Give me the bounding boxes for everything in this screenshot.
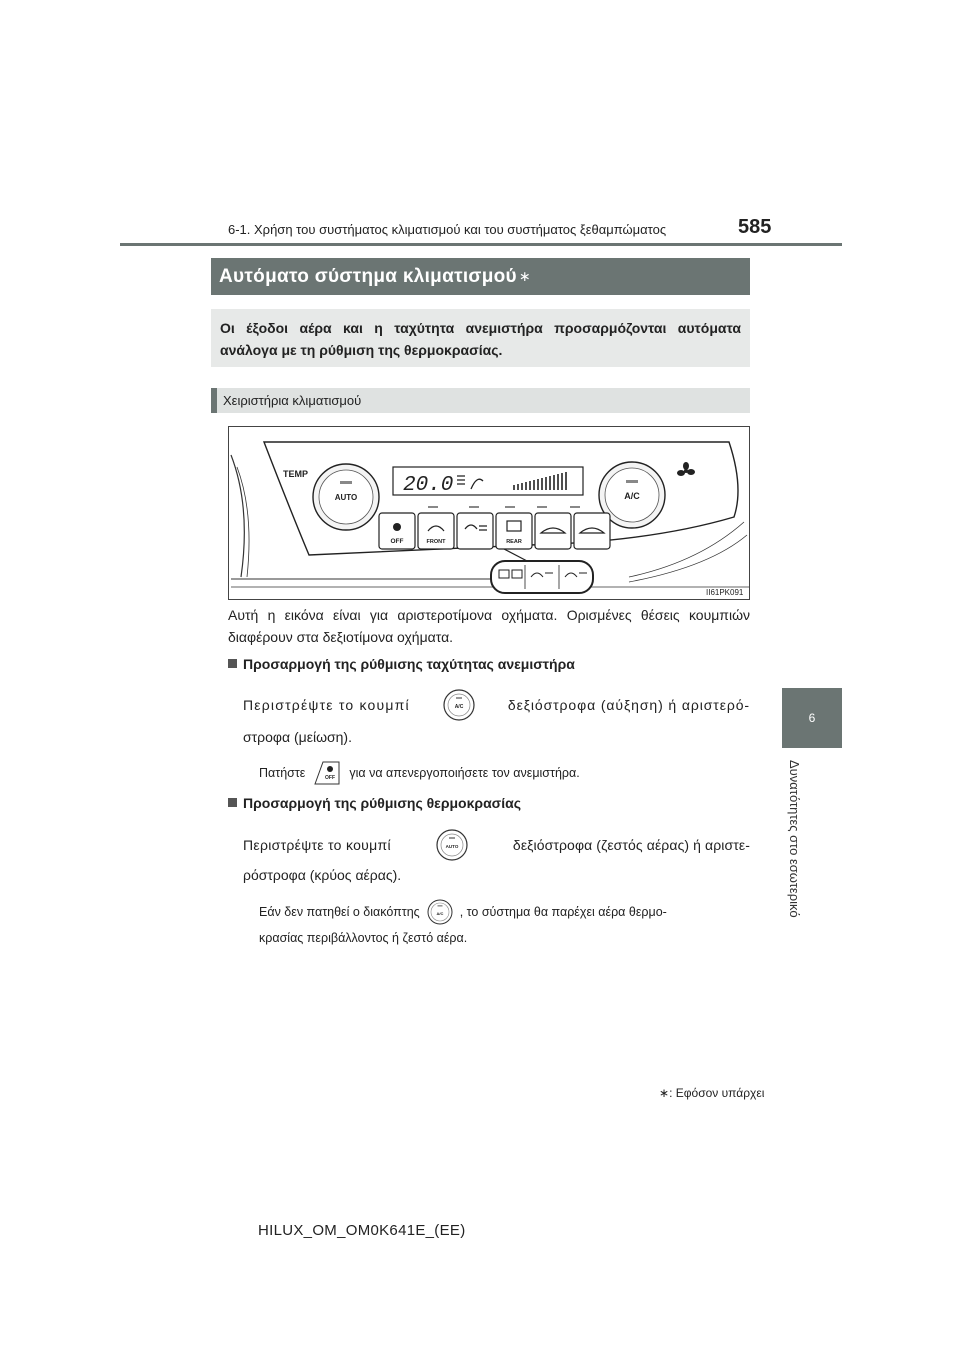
auto-knob-icon bbox=[435, 828, 469, 862]
chapter-title: 6-1. Χρήση του συστήματος κλιματισμού και του συστήματος ξεθαμπώματος bbox=[228, 222, 667, 237]
recirculate-button[interactable] bbox=[574, 513, 610, 549]
fan-note-before: Πατήστε bbox=[259, 766, 306, 780]
fan-text-after: δεξιόστροφα (αύξηση) ή αριστερό- bbox=[507, 697, 750, 713]
fan-off-note bbox=[259, 760, 580, 786]
defog-mode-button[interactable] bbox=[457, 513, 493, 549]
ac-knob-icon bbox=[442, 688, 476, 722]
auto-label: AUTO bbox=[334, 493, 358, 502]
bullet-square-icon bbox=[228, 798, 237, 807]
display-temperature: 20.0 bbox=[403, 474, 454, 497]
footnote-mark: ∗ bbox=[659, 1086, 670, 1100]
ac-label: A/C bbox=[624, 491, 640, 501]
temperature-note bbox=[259, 898, 667, 926]
footnote-text: : Εφόσον υπάρχει bbox=[669, 1086, 765, 1100]
temp-text-before: Περιστρέψτε το κουμπί bbox=[243, 837, 391, 853]
header-rule bbox=[120, 243, 842, 246]
temp-text-after: δεξιόστροφα (ζεστός αέρας) ή αριστε- bbox=[512, 837, 750, 853]
fan-note-after: για να απενεργοποιήσετε τον ανεμιστήρα. bbox=[349, 766, 580, 780]
document-code: HILUX_OM_OM0K641E_(EE) bbox=[258, 1222, 466, 1239]
chapter-tab: 6 bbox=[782, 688, 842, 748]
climate-control-figure bbox=[228, 426, 750, 600]
temp-label: TEMP bbox=[283, 469, 309, 479]
auto-knob-icon-label: AUTO bbox=[445, 844, 459, 849]
front-defog-label: FRONT bbox=[426, 539, 446, 545]
temperature-instruction-2: ρόστροφα (κρύος αέρας). bbox=[243, 867, 402, 883]
temperature-instruction bbox=[243, 828, 750, 862]
fan-speed-heading bbox=[228, 656, 575, 672]
auto-knob[interactable] bbox=[313, 464, 379, 530]
ac-knob-icon-label: A/C bbox=[454, 704, 464, 710]
chapter-side-label-text: Δυνατότητες στο εσωτερικό bbox=[787, 760, 802, 918]
section-heading: Χειριστήρια κλιματισμού bbox=[211, 388, 750, 413]
title-mark: ∗ bbox=[518, 268, 531, 284]
chapter-side-label bbox=[776, 760, 806, 935]
temp-note-after: , το σύστημα θα παρέχει αέρα θερμο- bbox=[459, 905, 667, 919]
temperature-note-2: κρασίας περιβάλλοντος ή ζεστό αέρα. bbox=[259, 931, 468, 945]
bullet-square-icon bbox=[228, 659, 237, 668]
ac-knob-small-icon bbox=[426, 898, 454, 926]
footnote bbox=[659, 1086, 764, 1100]
rear-defog-label: REAR bbox=[506, 539, 522, 545]
outside-air-button[interactable] bbox=[535, 513, 571, 549]
fan-off-icon-label: OFF bbox=[325, 775, 336, 781]
fan-speed-instruction bbox=[243, 688, 750, 722]
page-title bbox=[211, 258, 750, 295]
fan-off-button-icon bbox=[313, 760, 341, 786]
page-number: 585 bbox=[738, 216, 772, 238]
fan-off-icon bbox=[393, 523, 401, 531]
rhd-buttons-callout bbox=[491, 561, 593, 593]
figure-code: II61PK091 bbox=[706, 588, 744, 597]
intro-box: Οι έξοδοι αέρα και η ταχύτητα ανεμιστήρα προσαρμόζονται αυτόματα ανάλογα με τη ρύθμιση της θερμοκρασίας. bbox=[211, 309, 750, 367]
figure-caption: Αυτή η εικόνα είναι για αριστεροτίμονα οχήματα. Ορισμένες θέσεις κουμπιών διαφέρουν στα δεξιοτίμονα οχήματα. bbox=[228, 607, 750, 645]
temperature-heading-text: Προσαρμογή της ρύθμισης θερμοκρασίας bbox=[243, 795, 522, 811]
fan-speed-instruction-2: στροφα (μείωση). bbox=[243, 729, 352, 745]
page-title-text: Αυτόματο σύστημα κλιματισμού bbox=[219, 265, 517, 287]
fan-text-before: Περιστρέψτε το κουμπί bbox=[243, 697, 410, 713]
temp-note-before: Εάν δεν πατηθεί ο διακόπτης bbox=[259, 905, 420, 919]
fan-speed-heading-text: Προσαρμογή της ρύθμισης ταχύτητας ανεμιστήρα bbox=[243, 656, 575, 672]
climate-panel-illustration bbox=[229, 427, 749, 599]
temperature-heading bbox=[228, 795, 521, 811]
ac-knob-small-label: A/C bbox=[436, 911, 444, 916]
fan-off-label: OFF bbox=[390, 538, 404, 545]
